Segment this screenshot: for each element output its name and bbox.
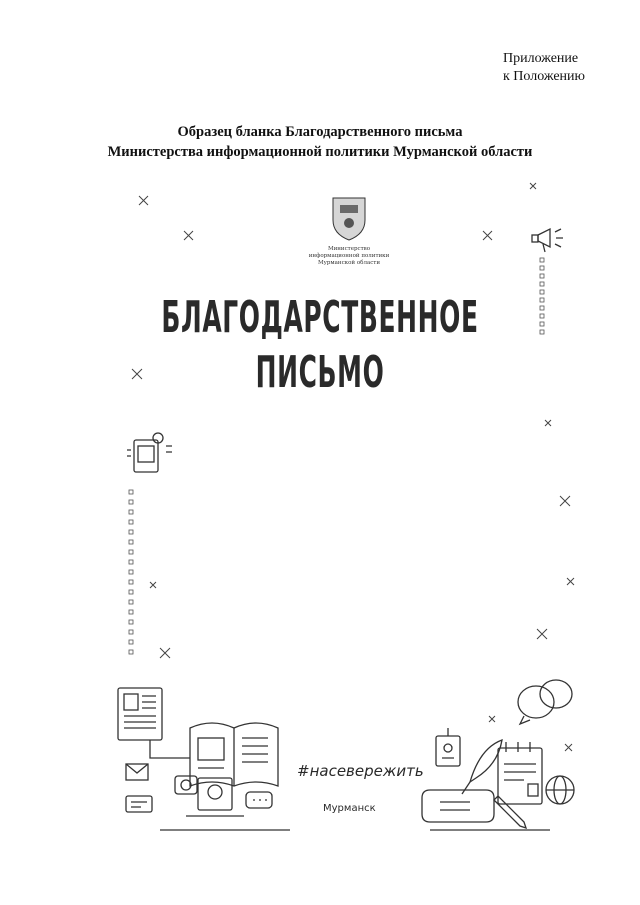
calendar-icon	[498, 742, 542, 804]
sparkle-icon	[489, 716, 495, 722]
pencil-icon	[494, 796, 526, 828]
letter-title-line2: ПИСЬМО	[255, 347, 385, 398]
dotted-line	[540, 258, 544, 334]
globe-icon	[546, 776, 574, 804]
tablet-icon	[127, 433, 172, 472]
sparkle-icon	[567, 578, 574, 585]
ministry-name	[300, 246, 398, 267]
mail-icon	[126, 764, 148, 780]
megaphone-icon	[532, 229, 563, 252]
sparkle-icon	[560, 496, 570, 506]
appendix-line2: к Положению	[502, 69, 585, 84]
sparkle-icon	[150, 582, 156, 588]
hashtag: #насевережить	[297, 762, 424, 780]
badge-icon	[436, 728, 460, 766]
connector-line	[150, 740, 190, 758]
appendix-line1: Приложение	[502, 51, 579, 66]
speech-bubble-small-icon	[246, 792, 272, 808]
ministry-line1: Министерство	[327, 246, 371, 252]
heading-line1: Образец бланка Благодарственного письма	[177, 124, 463, 140]
sparkle-icon	[483, 231, 492, 240]
coat-of-arms-icon	[333, 198, 365, 240]
sparkle-icon	[537, 629, 547, 639]
sparkle-icon	[184, 231, 193, 240]
ministry-line2: информационной политики	[308, 253, 390, 259]
speech-bubbles-icon	[518, 680, 572, 724]
sparkle-icon	[530, 183, 536, 189]
dotted-line	[129, 490, 133, 654]
city-name: Мурманск	[323, 803, 376, 814]
ministry-line3: Мурманской области	[317, 260, 381, 266]
newspaper-icon	[118, 688, 162, 740]
letter-title-line1: БЛАГОДАРСТВЕННОЕ	[161, 292, 479, 343]
sparkle-icon	[565, 744, 572, 751]
sparkle-icon	[139, 196, 148, 205]
heading-line2: Министерства информационной политики Мурманской области	[107, 144, 533, 160]
open-book-icon	[190, 723, 278, 786]
chat-icon	[126, 796, 152, 812]
laptop-icon	[186, 778, 244, 816]
sparkle-icon	[160, 648, 170, 658]
feather-pen-icon	[462, 740, 502, 794]
sparkle-icon	[545, 420, 551, 426]
scroll-icon	[422, 790, 494, 822]
